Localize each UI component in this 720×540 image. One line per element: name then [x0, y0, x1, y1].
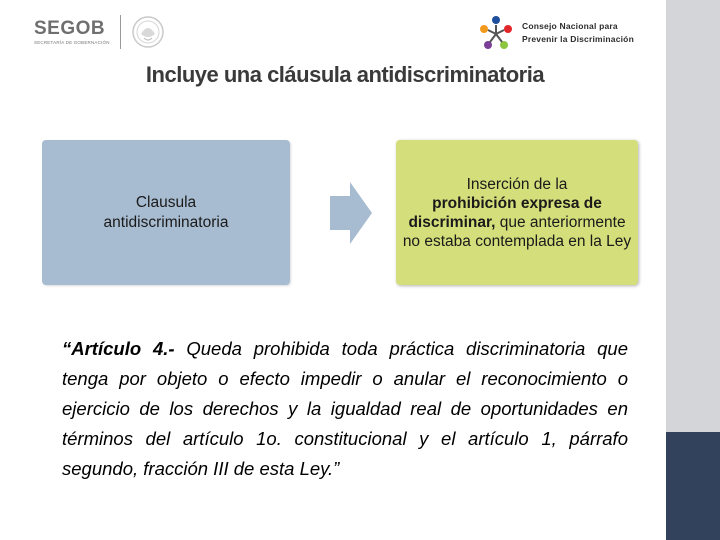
- clause-line2: antidiscriminatoria: [103, 213, 229, 231]
- insertion-rest: que anteriormente no estaba contemplada en la Ley: [402, 213, 632, 250]
- insertion-box: [396, 140, 638, 285]
- conapred-people-icon: [478, 14, 514, 52]
- sidebar-band: [666, 432, 720, 540]
- conapred-line1: Consejo Nacional para: [522, 21, 618, 31]
- logo-divider: [120, 15, 121, 49]
- segob-subtitle: SECRETARÍA DE GOBERNACIÓN: [34, 40, 110, 45]
- insertion-line1: Inserción de la: [466, 175, 568, 193]
- segob-name: SEGOB: [34, 18, 106, 39]
- conapred-line2: Prevenir la Discriminación: [522, 34, 634, 44]
- right-arrow-icon: [330, 182, 372, 244]
- article-body: Queda prohibida toda práctica discriminatoria que tenga por objeto o efecto impedir o anular el reconocimiento o ejercicio de los derechos y la igualdad real de oportunidades en términos del artículo 1o. constitucional y el artículo 1, párrafo segundo, fracción III de esta Ley.”: [62, 338, 628, 479]
- segob-logo: [34, 14, 165, 50]
- clause-box: [42, 140, 290, 285]
- article-quote: [62, 334, 628, 484]
- slide-title: Incluye una cláusula antidiscriminatoria: [145, 62, 545, 87]
- insertion-bold: prohibición expresa de discriminar,: [408, 194, 602, 231]
- mexico-seal-icon: [131, 14, 165, 50]
- conapred-logo: [478, 12, 642, 54]
- article-lead: “Artículo 4.-: [62, 338, 175, 359]
- clause-line1: Clausula: [135, 193, 197, 211]
